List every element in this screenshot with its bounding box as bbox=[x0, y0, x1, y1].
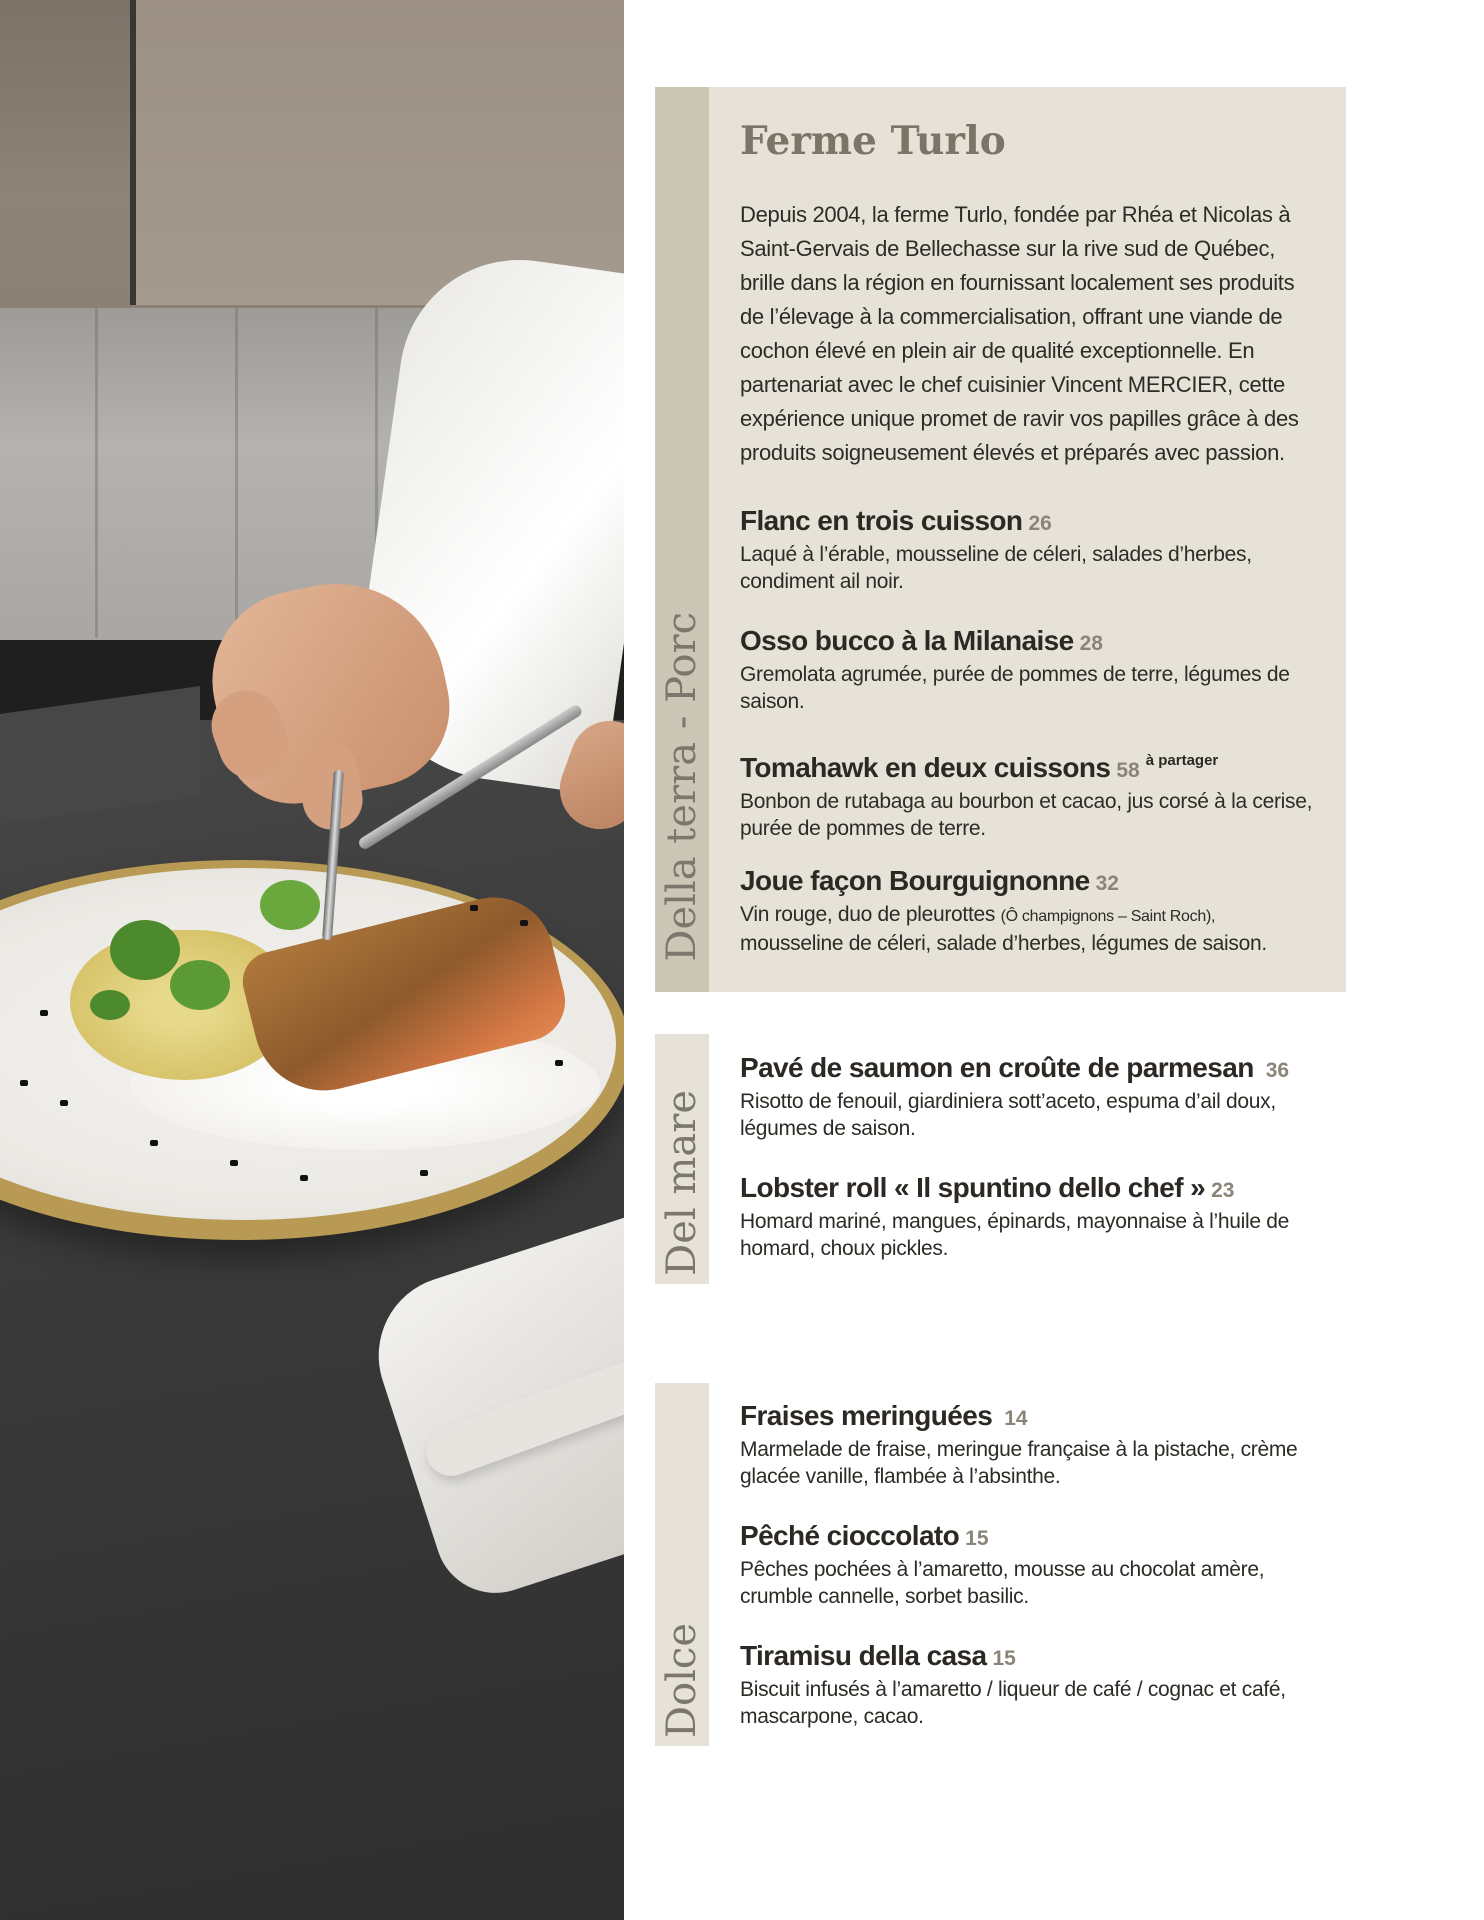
photo-herbs bbox=[260, 880, 320, 930]
porc-section-bar bbox=[655, 87, 709, 992]
dish-description: Homard mariné, mangues, épinards, mayonnaise à l’huile de homard, choux pickles. bbox=[740, 1210, 1290, 1260]
menu-item bbox=[740, 1171, 1330, 1262]
photo-crumb bbox=[150, 1140, 158, 1146]
menu-item bbox=[740, 624, 1330, 715]
dish-description: Marmelade de fraise, meringue française à la pistache, crème glacée vanille, flambée à l’absinthe. bbox=[740, 1438, 1298, 1488]
photo-crumb bbox=[230, 1160, 238, 1166]
dish-price: 23 bbox=[1211, 1179, 1235, 1202]
dish-note: à partager bbox=[1145, 752, 1219, 769]
menu-item bbox=[740, 504, 1330, 595]
dish-price: 58 bbox=[1116, 759, 1140, 782]
photo-crumb bbox=[470, 905, 478, 911]
dish-description bbox=[740, 901, 1330, 957]
dish-description-part: mousseline de céleri, salade d’herbes, légumes de saison. bbox=[740, 932, 1267, 955]
dish-name: Pêché cioccolato bbox=[740, 1520, 960, 1551]
photo-banquette-seam bbox=[95, 308, 98, 638]
dolce-section-bar bbox=[655, 1383, 709, 1746]
menu-item bbox=[740, 744, 1330, 842]
dish-description-part: Vin rouge, duo de pleurottes bbox=[740, 903, 1001, 926]
dish-name: Tiramisu della casa bbox=[740, 1640, 987, 1671]
dish-price: 15 bbox=[965, 1527, 989, 1550]
menu-item bbox=[740, 864, 1330, 957]
dish-name: Tomahawk en deux cuissons bbox=[740, 752, 1111, 783]
photo-crumb bbox=[555, 1060, 563, 1066]
photo-crumb bbox=[300, 1175, 308, 1181]
photo-herbs bbox=[110, 920, 180, 980]
farm-title: Ferme Turlo bbox=[740, 118, 1006, 164]
dish-name: Joue façon Bourguignonne bbox=[740, 865, 1090, 896]
dish-description: Bonbon de rutabaga au bourbon et cacao, jus corsé à la cerise, purée de pommes de terre. bbox=[740, 790, 1313, 840]
dish-name: Pavé de saumon en croûte de parmesan bbox=[740, 1052, 1254, 1083]
dish-description: Gremolata agrumée, purée de pommes de terre, légumes de saison. bbox=[740, 663, 1290, 713]
photo-crumb bbox=[40, 1010, 48, 1016]
mare-section-bar bbox=[655, 1034, 709, 1284]
dish-price: 28 bbox=[1079, 632, 1103, 655]
photo-crumb bbox=[520, 920, 528, 926]
photo-wall-panel bbox=[130, 0, 624, 305]
dish-price: 36 bbox=[1265, 1059, 1290, 1082]
photo-herbs bbox=[170, 960, 230, 1010]
menu-item bbox=[740, 1639, 1330, 1730]
dish-name: Osso bucco à la Milanaise bbox=[740, 625, 1074, 656]
dish-description: Risotto de fenouil, giardiniera sott’aceto, espuma d’ail doux, légumes de saison. bbox=[740, 1090, 1276, 1140]
menu-item bbox=[740, 1519, 1330, 1610]
photo-crumb bbox=[20, 1080, 28, 1086]
dish-description-supplier: (Ô champignons – Saint Roch), bbox=[1000, 908, 1216, 925]
dish-description: Laqué à l’érable, mousseline de céleri, salades d’herbes, condiment ail noir. bbox=[740, 543, 1252, 593]
dish-price: 32 bbox=[1095, 872, 1119, 895]
plated-salmon-photo bbox=[0, 0, 624, 1920]
dish-price: 26 bbox=[1028, 512, 1052, 535]
menu-item bbox=[740, 1051, 1330, 1142]
porc-section-label: Della terra - Porc bbox=[659, 612, 705, 962]
mare-section-label: Del mare bbox=[659, 1090, 705, 1276]
dish-description: Biscuit infusés à l’amaretto / liqueur de café / cognac et café, mascarpone, cacao. bbox=[740, 1678, 1286, 1728]
photo-herbs bbox=[90, 990, 130, 1020]
photo-crumb bbox=[60, 1100, 68, 1106]
dish-price: 14 bbox=[1004, 1407, 1028, 1430]
photo-banquette-seam bbox=[235, 308, 238, 638]
dish-name: Lobster roll « Il spuntino dello chef » bbox=[740, 1172, 1206, 1203]
dish-name: Flanc en trois cuisson bbox=[740, 505, 1023, 536]
dish-description: Pêches pochées à l’amaretto, mousse au chocolat amère, crumble cannelle, sorbet basilic. bbox=[740, 1558, 1265, 1608]
dolce-section-label: Dolce bbox=[659, 1622, 705, 1738]
farm-intro: Depuis 2004, la ferme Turlo, fondée par Rhéa et Nicolas à Saint-Gervais de Bellechasse sur la rive sud de Québec, brille dans la région en fournissant localement ses produits de l’élevage à la commercialisation, offrant une viande de cochon élevé en plein air de qualité exceptionnelle. En partenariat avec le chef cuisinier Vincent MERCIER, cette expérience unique promet de ravir vos papilles grâce à des produits soigneusement élevés et préparés avec passion. bbox=[740, 202, 1299, 465]
dish-price: 15 bbox=[992, 1647, 1016, 1670]
photo-crumb bbox=[420, 1170, 428, 1176]
menu-item bbox=[740, 1399, 1330, 1490]
dish-name: Fraises meringuées bbox=[740, 1400, 993, 1431]
